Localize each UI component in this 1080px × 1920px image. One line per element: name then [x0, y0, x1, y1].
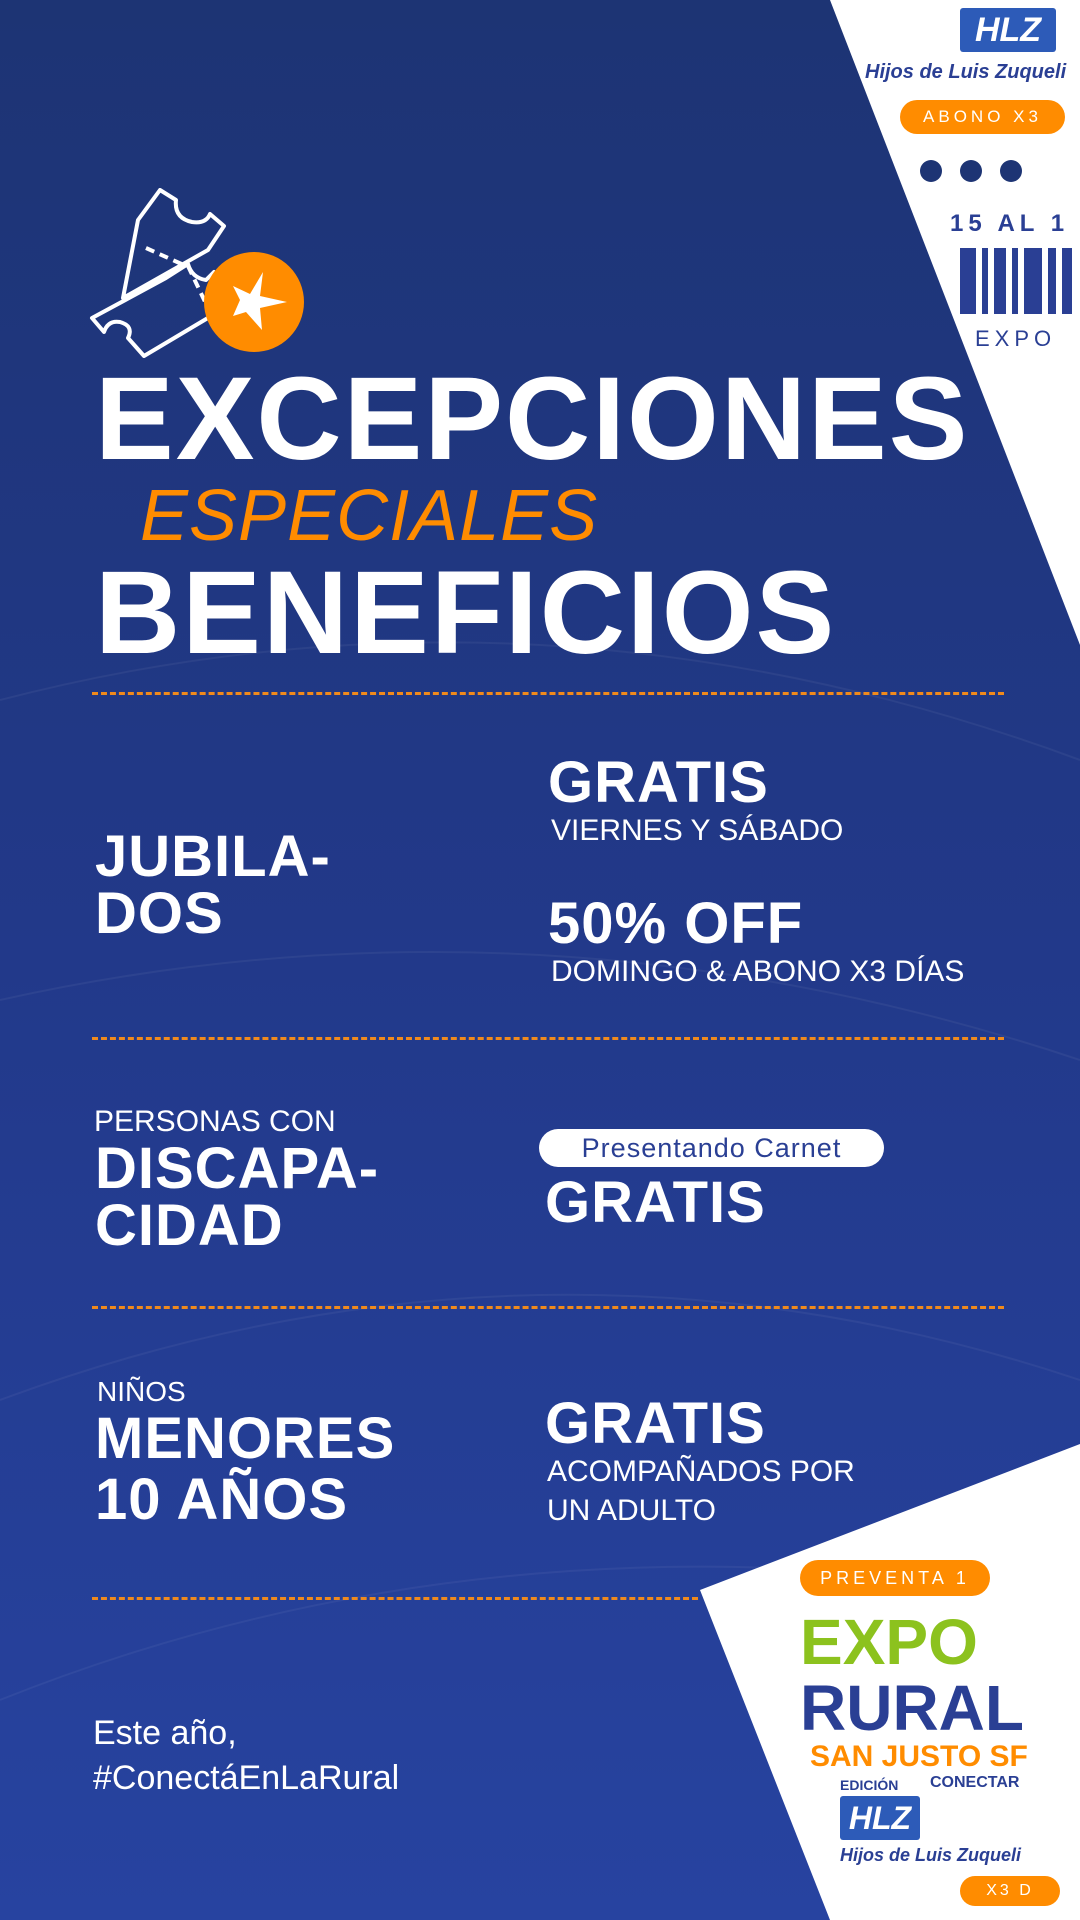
divider: [92, 1037, 1004, 1040]
section-label-line: DOS: [95, 881, 224, 946]
edition-label: EDICIÓN: [840, 1777, 899, 1793]
headline-line1: EXCEPCIONES: [95, 353, 970, 485]
benefit-title: GRATIS: [548, 750, 769, 815]
benefit-detail: ACOMPAÑADOS POR: [547, 1455, 855, 1488]
benefit-title: GRATIS: [545, 1391, 766, 1456]
benefit-detail: VIERNES Y SÁBADO: [551, 814, 844, 847]
brand-name: Hijos de Luis Zuqueli: [840, 1845, 1022, 1865]
section-prefix: NIÑOS: [97, 1376, 186, 1407]
section-label-line: JUBILA-: [95, 824, 331, 889]
benefit-title: GRATIS: [545, 1170, 766, 1235]
perforation-dot: [1000, 160, 1022, 182]
logo-tag: CONECTAR: [930, 1774, 1020, 1791]
logo-expo: EXPO: [800, 1606, 978, 1678]
section-prefix: PERSONAS CON: [94, 1105, 336, 1138]
divider: [92, 1306, 1004, 1309]
logo-rural: RURAL: [800, 1672, 1024, 1744]
benefit-title: 50% OFF: [548, 891, 804, 956]
ticket-stub-label: EXPO: [975, 326, 1057, 351]
section-label-line: CIDAD: [95, 1193, 284, 1258]
tickets-icon: [88, 188, 308, 358]
section-label-line: DISCAPA-: [95, 1136, 380, 1201]
requirement-pill: Presentando Carnet: [539, 1129, 884, 1167]
logo-city: SAN JUSTO SF: [810, 1740, 1028, 1773]
abono-pill: X3 D: [960, 1876, 1060, 1906]
footer-hashtag: #ConectáEnLaRural: [93, 1759, 400, 1797]
headline-overlay: ESPECIALES: [140, 476, 599, 556]
abono-pill: ABONO X3: [900, 100, 1065, 134]
perforation-dot: [960, 160, 982, 182]
section-label-line: 10 AÑOS: [95, 1467, 349, 1532]
perforation-dot: [920, 160, 942, 182]
benefit-detail: UN ADULTO: [547, 1494, 716, 1527]
brand-name: Hijos de Luis Zuqueli: [865, 61, 1067, 83]
section-label-line: MENORES: [95, 1406, 396, 1471]
hlz-logo: HLZ: [960, 8, 1056, 52]
barcode: [960, 248, 1072, 314]
divider: [92, 692, 1004, 695]
preventa-pill: PREVENTA 1: [800, 1560, 990, 1596]
divider: [92, 1597, 698, 1600]
benefit-detail: DOMINGO & ABONO X3 DÍAS: [551, 955, 965, 988]
hlz-logo: HLZ: [840, 1796, 920, 1840]
headline-line2: BENEFICIOS: [95, 547, 837, 679]
footer-line: Este año,: [93, 1714, 237, 1752]
ticket-dates: 15 AL 1: [950, 210, 1070, 237]
